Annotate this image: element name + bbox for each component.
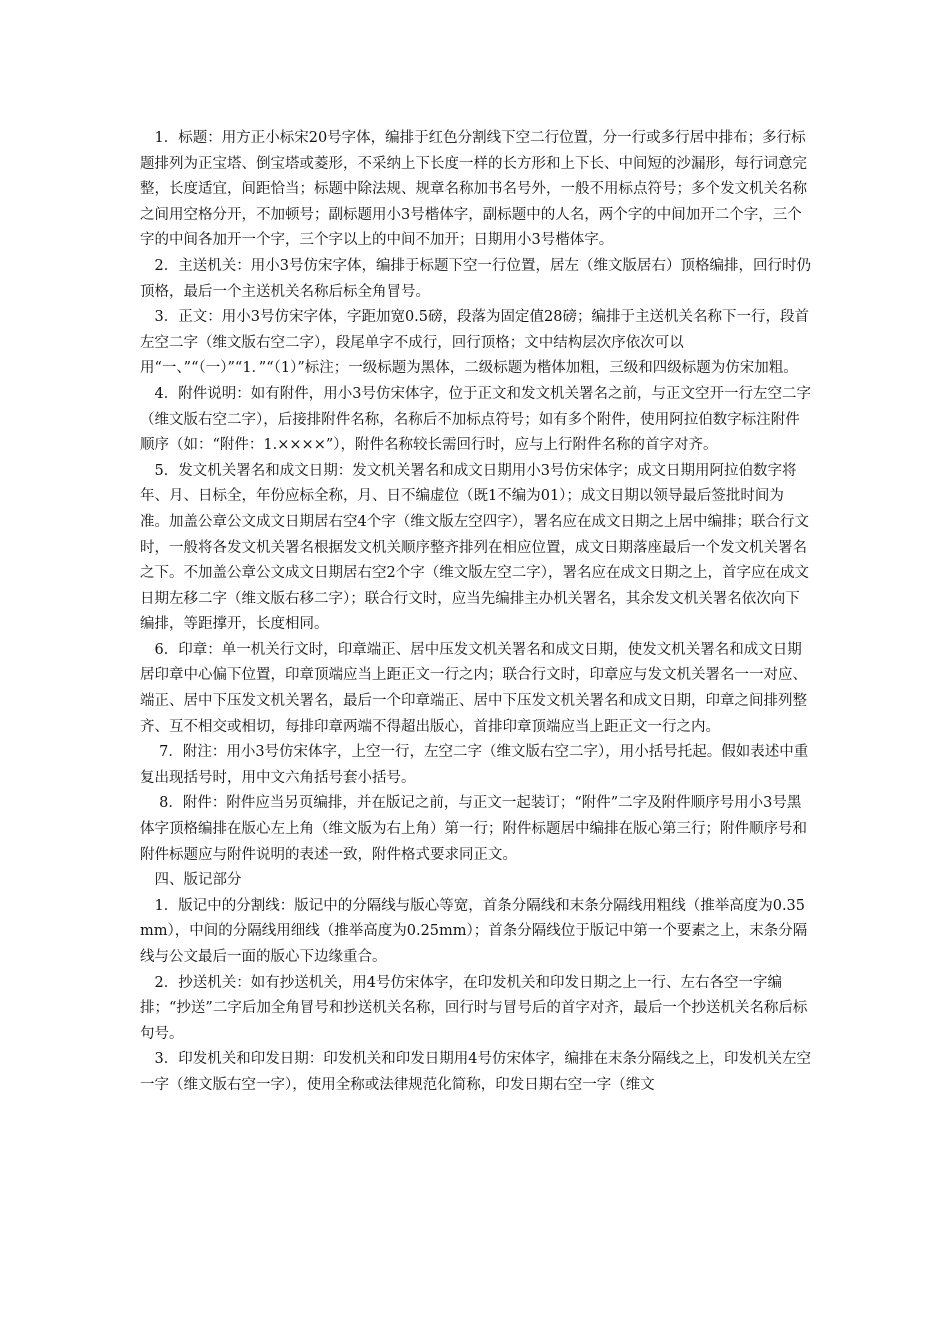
section-heading-imprint: 四、版记部分 [140,872,242,889]
paragraph-signature-date: 5．发文机关署名和成文日期：发文机关署名和成文日期用小3号仿宋体字；成文日期用阿拉伯数字将年、月、日标全，年份应标全称，月、日不编虚位（既1不编为01）；成文日期以领导最后签批时间为准。加盖公章公文成文日期居右空4个字（维文版左空四字），署名应在成文日期之上居中编排；联合行文时，一般将各发文机关署名根据发文机关顺序整齐排列在相应位置，成文日期落座最后一个发文机关署名之下。不加盖公章公文成文日期居右空2个字（维文版左空二字），署名应在成文日期之上，首字应在成文日期左移二字（维文版右移二字）；联合行文时，应当先编排主办机关署名，其余发文机关署名依次向下编排，等距撑开，长度相同。 [140,462,809,633]
paragraph-remark: 7．附注：用小3号仿宋体字，上空一行，左空二字（维文版右空二字），用小括号托起。假如表述中重复出现括号时，用中文六角括号套小括号。 [140,744,809,786]
paragraph-issuing-agency: 3．印发机关和印发日期：印发机关和印发日期用4号仿宋体字，编排在末条分隔线之上，印发机关左空一字（维文版右空一字），使用全称或法律规范化简称，印发日期右空一字（维文 [140,1051,811,1093]
document-body [140,126,812,1099]
paragraph-attachment: 8．附件：附件应当另页编排，并在版记之前，与正文一起装订；“附件”二字及附件顺序号用小3号黑体字顶格编排在版心左上角（维文版为右上角）第一行；附件标题居中编排在版心第三行；附件顺序号和附件标题应与附件说明的表述一致，附件格式要求同正文。 [140,795,807,863]
paragraph-cc-agencies: 2．抄送机关：如有抄送机关，用4号仿宋体字，在印发机关和印发日期之上一行、左右各空一字编排；“抄送”二字后加全角冒号和抄送机关名称，回行时与冒号后的首字对齐，最后一个抄送机关名称后标句号。 [140,974,808,1042]
paragraph-attachment-note: 4．附件说明：如有附件，用小3号仿宋体字，位于正文和发文机关署名之前，与正文空开一行左空二字（维文版右空二字），后接排附件名称，名称后不加标点符号；如有多个附件，使用阿拉伯数字标注附件顺序（如：“附件：1.××××”），附件名称较长需回行时，应与上行附件名称的首字对齐。 [140,385,811,454]
paragraph-seal: 6．印章：单一机关行文时，印章端正、居中压发文机关署名和成文日期，使发文机关署名和成文日期居印章中心偏下位置，印章顶端应当上距正文一行之内；联合行文时，印章应与发文机关署名一一对应、端正、居中下压发文机关署名，最后一个印章端正、居中下压发文机关署名和成文日期，印章之间排列整齐、互不相交或相切，每排印章两端不得超出版心，首排印章顶端应当上距正文一行之内。 [140,641,807,735]
paragraph-body-text: 3．正文：用小3号仿宋字体，字距加宽0.5磅，段落为固定值28磅；编排于主送机关名称下一行，段首左空二字（维文版右空二字），段尾单字不成行，回行顶格；文中结构层次序依次可以用“一、”“（一）”“1．”“（1）”标注；一级标题为黑体，二级标题为楷体加粗，三级和四级标题为仿宋加粗。 [140,309,809,377]
paragraph-main-recipient: 2．主送机关：用小3号仿宋字体，编排于标题下空一行位置，居左（维文版居右）顶格编排，回行时仍顶格，最后一个主送机关名称后标全角冒号。 [140,257,811,300]
paragraph-separator-lines: 1．版记中的分割线：版记中的分隔线与版心等宽，首条分隔线和末条分隔线用粗线（推举高度为0.35mm），中间的分隔线用细线（推举高度为0.25mm）；首条分隔线位于版记中第一个要素之上，末条分隔线与公文最后一面的版心下边缘重合。 [140,897,808,965]
paragraph-title-rules: 1．标题：用方正小标宋20号字体，编排于红色分割线下空二行位置，分一行或多行居中排布；多行标题排列为正宝塔、倒宝塔或菱形，不采纳上下长度一样的长方形和上下长、中间短的沙漏形，每行词意完整，长度适宜，间距恰当；标题中除法规、规章名称加书名号外，一般不用标点符号；多个发文机关名称之间用空格分开，不加顿号；副标题用小3号楷体字，副标题中的人名，两个字的中间加开二个字，三个字的中间各加开一个字，三个字以上的中间不加开；日期用小3号楷体字。 [140,130,807,249]
